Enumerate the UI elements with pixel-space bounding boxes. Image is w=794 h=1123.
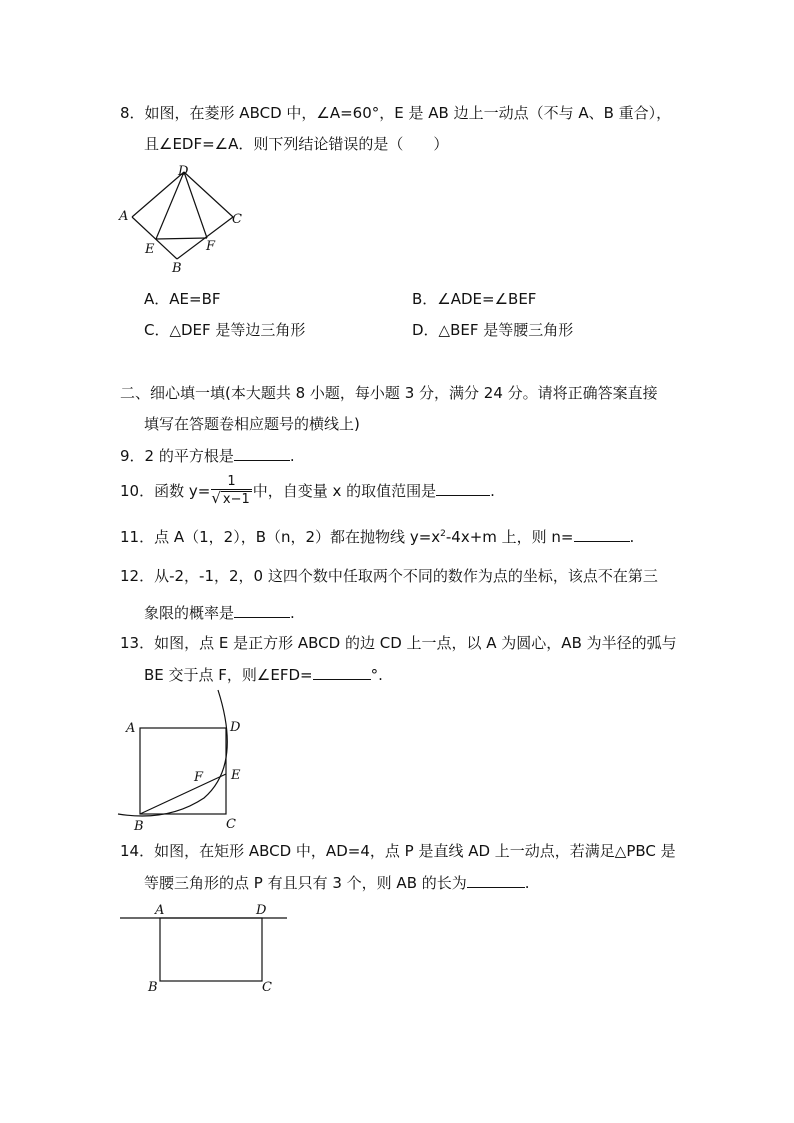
label-d: D	[178, 164, 189, 179]
q10-answer-blank	[436, 481, 490, 496]
q14-line1: 14．如图，在矩形 ABCD 中，AD=4，点 P 是直线 AD 上一动点，若满足△PBC 是	[120, 842, 676, 860]
q12-answer-blank	[234, 603, 290, 618]
q8-option-d: D．△BEF 是等腰三角形	[412, 321, 574, 339]
q14-text: 等腰三角形的点 P 有且只有 3 个，则 AB 的长为	[144, 874, 467, 892]
q11-end: .	[629, 528, 635, 546]
q9	[120, 446, 295, 466]
segment-de	[156, 172, 184, 239]
q14-line2	[144, 873, 530, 893]
q12-line2	[144, 603, 295, 623]
q8-stem-line1: 8．如图，在菱形 ABCD 中，∠A=60°，E 是 AB 边上一动点（不与 A、B 重合），	[120, 104, 672, 122]
side-da	[132, 172, 184, 217]
q12-line1: 12．从-2，-1，2，0 这四个数中任取两个不同的数作为点的坐标，该点不在第三	[120, 567, 658, 585]
section2-heading-line2: 填写在答题卷相应题号的横线上)	[144, 415, 360, 433]
label-a: A	[119, 209, 129, 224]
q13-answer-blank	[313, 665, 371, 680]
q10-denominator	[211, 490, 251, 508]
q8-option-b: B．∠ADE=∠BEF	[412, 290, 537, 308]
label-f: F	[194, 770, 204, 785]
q12-end: .	[290, 604, 295, 622]
q13-end: °.	[370, 666, 383, 684]
segment-be	[140, 774, 226, 814]
rectangle-abcd	[160, 918, 262, 981]
q12-text: 象限的概率是	[144, 604, 235, 622]
q11-exponent: 2	[440, 529, 446, 539]
q14-answer-blank	[467, 873, 525, 888]
label-e: E	[145, 242, 155, 257]
q9-text: 9．2 的平方根是	[120, 447, 234, 465]
q11-answer-blank	[574, 527, 630, 542]
arc-centered-a	[118, 690, 227, 816]
q10-radicand: x−1	[222, 492, 250, 507]
q13-line2	[144, 665, 383, 685]
label-b: B	[134, 819, 144, 834]
segment-ef	[156, 238, 207, 239]
label-d: D	[230, 720, 241, 735]
q10-fraction	[211, 475, 251, 508]
label-e: E	[231, 768, 241, 783]
q10-prefix: 10．函数 y=	[120, 482, 211, 500]
rhombus-figure	[115, 162, 275, 282]
q11-suffix: -4x+m 上，则 n=	[445, 528, 574, 546]
q10	[120, 474, 495, 508]
q13-text: BE 交于点 F，则∠EFD=	[144, 666, 313, 684]
sqrt-icon: √	[211, 489, 221, 507]
q14-end: .	[524, 874, 530, 892]
rectangle-figure	[115, 900, 295, 1000]
q8-stem-line2: 且∠EDF=∠A．则下列结论错误的是（ ）	[144, 135, 449, 153]
q9-answer-blank	[234, 446, 290, 461]
label-c: C	[226, 817, 236, 832]
q10-suffix: 中，自变量 x 的取值范围是	[252, 482, 437, 500]
square-arc-figure	[110, 690, 290, 835]
q8-option-c: C．△DEF 是等边三角形	[144, 321, 306, 339]
label-a: A	[126, 721, 136, 736]
q10-numerator: 1	[211, 475, 251, 490]
label-c: C	[232, 212, 242, 227]
label-d: D	[256, 903, 267, 918]
square-abcd	[140, 728, 226, 814]
q10-end: .	[490, 482, 495, 500]
label-b: B	[172, 261, 182, 276]
label-a: A	[155, 903, 165, 918]
section2-heading-line1: 二、细心填一填(本大题共 8 小题，每小题 3 分，满分 24 分。请将正确答案直接	[120, 384, 658, 402]
q9-end: .	[289, 447, 295, 465]
side-ab	[132, 217, 177, 259]
label-c: C	[262, 980, 272, 995]
label-f: F	[206, 239, 216, 254]
label-b: B	[148, 980, 158, 995]
q8-option-a: A．AE=BF	[144, 290, 221, 308]
q11	[120, 524, 634, 547]
q11-prefix: 11．点 A（1，2），B（n，2）都在抛物线 y=x	[120, 528, 441, 546]
q13-line1: 13．如图，点 E 是正方形 ABCD 的边 CD 上一点，以 A 为圆心，AB 为半径的弧与	[120, 634, 677, 652]
